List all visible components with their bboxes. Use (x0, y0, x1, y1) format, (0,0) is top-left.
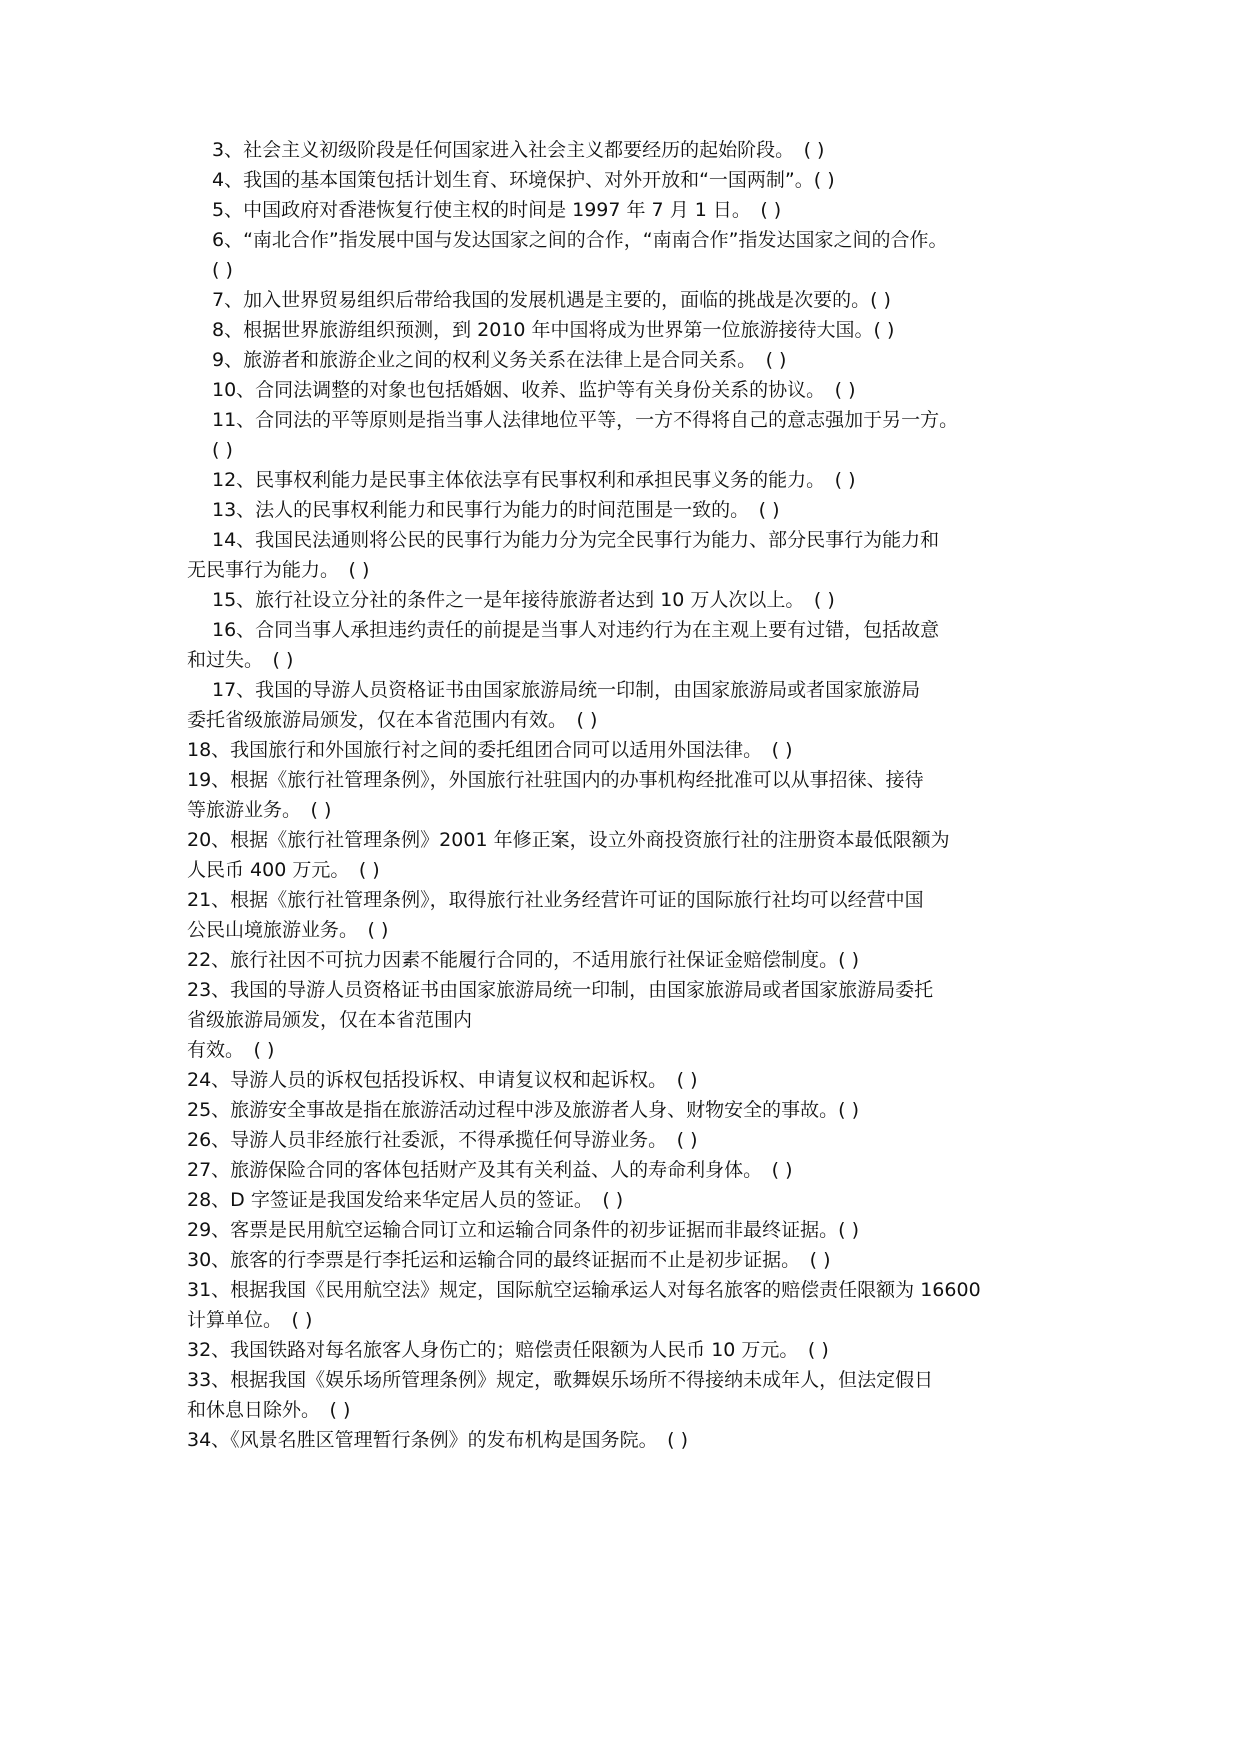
question-34: 34、《风景名胜区管理暂行条例》的发布机构是国务院。 ( ) (187, 1429, 689, 1451)
question-18: 18、我国旅行和外国旅行衬之间的委托组团合同可以适用外国法律。 ( ) (187, 739, 793, 761)
question-27: 27、旅游保险合同的客体包括财产及其有关利益、人的寿命利身体。 ( ) (187, 1159, 793, 1181)
question-33-cont: 和休息日除外。 ( ) (187, 1399, 351, 1421)
question-8: 8、根据世界旅游组织预测，到 2010 年中国将成为世界第一位旅游接待大国。( ) (212, 319, 895, 341)
question-25: 25、旅游安全事故是指在旅游活动过程中涉及旅游者人身、财物安全的事故。( ) (187, 1099, 860, 1121)
question-21-cont: 公民山境旅游业务。 ( ) (187, 919, 389, 941)
question-33: 33、根据我国《娱乐场所管理条例》规定，歌舞娱乐场所不得接纳未成年人，但法定假日 (187, 1369, 934, 1391)
question-7: 7、加入世界贸易组织后带给我国的发展机遇是主要的，面临的挑战是次要的。( ) (212, 289, 891, 311)
question-12: 12、民事权利能力是民事主体依法享有民事权利和承担民事义务的能力。 ( ) (212, 469, 856, 491)
question-21: 21、根据《旅行社管理条例》，取得旅行社业务经营许可证的国际旅行社均可以经营中国 (187, 889, 924, 911)
question-32: 32、我国铁路对每名旅客人身伤亡的；赔偿责任限额为人民币 10 万元。 ( ) (187, 1339, 829, 1361)
question-28: 28、D 字签证是我国发给来华定居人员的签证。 ( ) (187, 1189, 624, 1211)
question-16: 16、合同当事人承担违约责任的前提是当事人对违约行为在主观上要有过错，包括故意 (212, 619, 940, 641)
question-13: 13、法人的民事权利能力和民事行为能力的时间范围是一致的。 ( ) (212, 499, 780, 521)
question-10: 10、合同法调整的对象也包括婚姻、收养、监护等有关身份关系的协议。 ( ) (212, 379, 856, 401)
question-4: 4、我国的基本国策包括计划生育、环境保护、对外开放和“一国两制”。( ) (212, 169, 835, 191)
question-24: 24、导游人员的诉权包括投诉权、申请复议权和起诉权。 ( ) (187, 1069, 698, 1091)
question-6: 6、“南北合作”指发展中国与发达国家之间的合作，“南南合作”指发达国家之间的合作。 (212, 229, 948, 251)
question-9: 9、旅游者和旅游企业之间的权利义务关系在法律上是合同关系。 ( ) (212, 349, 787, 371)
question-11: 11、合同法的平等原则是指当事人法律地位平等，一方不得将自己的意志强加于另一方。 (212, 409, 959, 431)
question-11-cont: ( ) (212, 439, 233, 461)
question-15: 15、旅行社设立分社的条件之一是年接待旅游者达到 10 万人次以上。 ( ) (212, 589, 835, 611)
question-19-cont: 等旅游业务。 ( ) (187, 799, 332, 821)
question-20: 20、根据《旅行社管理条例》2001 年修正案，设立外商投资旅行社的注册资本最低限额为 (187, 829, 950, 851)
question-14: 14、我国民法通则将公民的民事行为能力分为完全民事行为能力、部分民事行为能力和 (212, 529, 940, 551)
question-14-cont: 无民事行为能力。 ( ) (187, 559, 370, 581)
question-26: 26、导游人员非经旅行社委派，不得承揽任何导游业务。 ( ) (187, 1129, 698, 1151)
question-31: 31、根据我国《民用航空法》规定，国际航空运输承运人对每名旅客的赔偿责任限额为 16600 (187, 1279, 981, 1301)
question-16-cont: 和过失。 ( ) (187, 649, 294, 671)
question-6-cont: ( ) (212, 259, 233, 281)
question-23-cont: 省级旅游局颁发，仅在本省范围内 (187, 1009, 473, 1031)
question-23-cont2: 有效。 ( ) (187, 1039, 275, 1061)
question-17-cont: 委托省级旅游局颁发，仅在本省范围内有效。 ( ) (187, 709, 598, 731)
question-19: 19、根据《旅行社管理条例》，外国旅行社驻国内的办事机构经批准可以从事招徕、接待 (187, 769, 924, 791)
question-3: 3、社会主义初级阶段是任何国家进入社会主义都要经历的起始阶段。 ( ) (212, 139, 825, 161)
question-31-cont: 计算单位。 ( ) (187, 1309, 313, 1331)
question-22: 22、旅行社因不可抗力因素不能履行合同的，不适用旅行社保证金赔偿制度。( ) (187, 949, 860, 971)
question-17: 17、我国的导游人员资格证书由国家旅游局统一印制，由国家旅游局或者国家旅游局 (212, 679, 921, 701)
question-29: 29、客票是民用航空运输合同订立和运输合同条件的初步证据而非最终证据。( ) (187, 1219, 860, 1241)
question-30: 30、旅客的行李票是行李托运和运输合同的最终证据而不止是初步证据。 ( ) (187, 1249, 831, 1271)
question-5: 5、中国政府对香港恢复行使主权的时间是 1997 年 7 月 1 日。 ( ) (212, 199, 782, 221)
question-23: 23、我国的导游人员资格证书由国家旅游局统一印制，由国家旅游局或者国家旅游局委托 (187, 979, 934, 1001)
question-20-cont: 人民币 400 万元。 ( ) (187, 859, 380, 881)
